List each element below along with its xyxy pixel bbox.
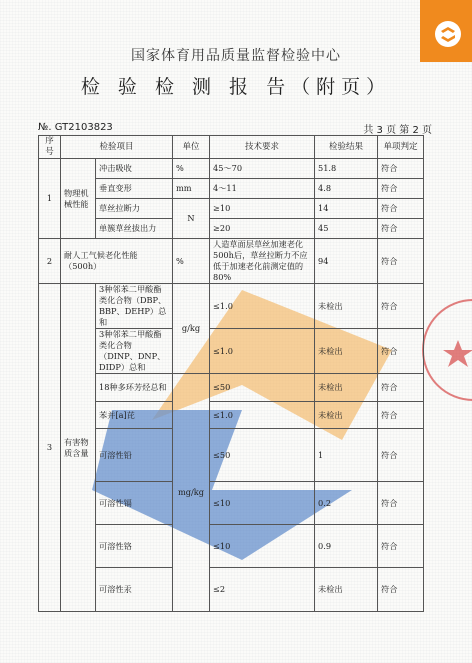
requirement-cell: ≤2 [210, 568, 315, 612]
seq-cell: 2 [39, 239, 61, 284]
unit-cell: mm [173, 179, 210, 199]
category-cell: 有害物质含量 [61, 284, 96, 612]
organization-name: 国家体育用品质量监督检验中心 [131, 48, 341, 64]
result-cell: 51.8 [315, 159, 378, 179]
header-verdict: 单项判定 [378, 136, 424, 159]
item-cell: 3种邻苯二甲酸酯类化合物（DINP、DNP、DIDP）总和 [96, 329, 173, 374]
result-cell: 未检出 [315, 329, 378, 374]
table-header-row [39, 136, 424, 159]
result-cell: 4.8 [315, 179, 378, 199]
item-cell: 垂直变形 [96, 179, 173, 199]
item-cell: 可溶性镉 [96, 482, 173, 525]
unit-cell: N [173, 199, 210, 239]
result-cell: 94 [315, 239, 378, 284]
table-row [39, 482, 424, 525]
verdict-cell: 符合 [378, 429, 424, 482]
verdict-cell: 符合 [378, 374, 424, 402]
result-cell: 未检出 [315, 374, 378, 402]
requirement-cell: 45～70 [210, 159, 315, 179]
result-cell: 1 [315, 429, 378, 482]
verdict-cell: 符合 [378, 179, 424, 199]
header-result: 检验结果 [315, 136, 378, 159]
requirement-cell: ≤1.0 [210, 402, 315, 429]
table-row [39, 329, 424, 374]
table-row [39, 402, 424, 429]
unit-cell: g/kg [173, 284, 210, 374]
verdict-cell: 符合 [378, 239, 424, 284]
item-cell: 冲击吸收 [96, 159, 173, 179]
table-row [39, 159, 424, 179]
requirement-cell: ≤10 [210, 482, 315, 525]
unit-cell: mg/kg [173, 374, 210, 612]
table-row [39, 374, 424, 402]
requirement-cell: ≤1.0 [210, 329, 315, 374]
result-cell: 45 [315, 219, 378, 239]
inspection-results-table [38, 135, 424, 612]
requirement-cell: 人造草面层草丝加速老化500h后，草丝拉断力不应低于加速老化前测定值的80% [210, 239, 315, 284]
requirement-cell: ≤1.0 [210, 284, 315, 329]
seq-cell: 3 [39, 284, 61, 612]
requirement-cell: 4～11 [210, 179, 315, 199]
requirement-cell: ≥20 [210, 219, 315, 239]
seq-cell: 1 [39, 159, 61, 239]
requirement-cell: ≥10 [210, 199, 315, 219]
table-row [39, 429, 424, 482]
table-row [39, 239, 424, 284]
item-cell: 可溶性铬 [96, 525, 173, 568]
unit-cell: % [173, 239, 210, 284]
verdict-cell: 符合 [378, 525, 424, 568]
requirement-cell: ≤10 [210, 525, 315, 568]
unit-cell: % [173, 159, 210, 179]
item-cell: 可溶性铅 [96, 429, 173, 482]
report-title: 检 验 检 测 报 告（附页） [80, 76, 392, 98]
item-cell: 3种邻苯二甲酸酯类化合物（DBP、BBP、DEHP）总和 [96, 284, 173, 329]
result-cell: 0.9 [315, 525, 378, 568]
item-cell: 单簇草丝拔出力 [96, 219, 173, 239]
verdict-cell: 符合 [378, 284, 424, 329]
ct-logo-icon [434, 20, 462, 48]
page-count: 共 3 页 第 2 页 [363, 125, 432, 136]
header-unit: 单位 [173, 136, 210, 159]
verdict-cell: 符合 [378, 568, 424, 612]
verdict-cell: 符合 [378, 159, 424, 179]
inspection-seal-icon [418, 290, 472, 410]
item-cell: 苯并[a]芘 [96, 402, 173, 429]
table-row [39, 199, 424, 219]
item-cell: 草丝拉断力 [96, 199, 173, 219]
requirement-cell: ≤50 [210, 429, 315, 482]
result-cell: 未检出 [315, 402, 378, 429]
header-seq: 序号 [39, 136, 61, 159]
table-row [39, 284, 424, 329]
header-item: 检验项目 [61, 136, 173, 159]
verdict-cell: 符合 [378, 219, 424, 239]
item-cell: 耐人工气候老化性能（500h） [61, 239, 173, 284]
result-cell: 0.2 [315, 482, 378, 525]
header-requirement: 技术要求 [210, 136, 315, 159]
category-cell: 物理机械性能 [61, 159, 96, 239]
result-cell: 未检出 [315, 284, 378, 329]
result-cell: 14 [315, 199, 378, 219]
table-row [39, 179, 424, 199]
table-row [39, 568, 424, 612]
table-row [39, 525, 424, 568]
table-row [39, 219, 424, 239]
verdict-cell: 符合 [378, 329, 424, 374]
verdict-cell: 符合 [378, 482, 424, 525]
report-number: №. GT2103823 [38, 122, 113, 133]
verdict-cell: 符合 [378, 199, 424, 219]
item-cell: 可溶性汞 [96, 568, 173, 612]
result-cell: 未检出 [315, 568, 378, 612]
requirement-cell: ≤50 [210, 374, 315, 402]
item-cell: 18种多环芳烃总和 [96, 374, 173, 402]
verdict-cell: 符合 [378, 402, 424, 429]
